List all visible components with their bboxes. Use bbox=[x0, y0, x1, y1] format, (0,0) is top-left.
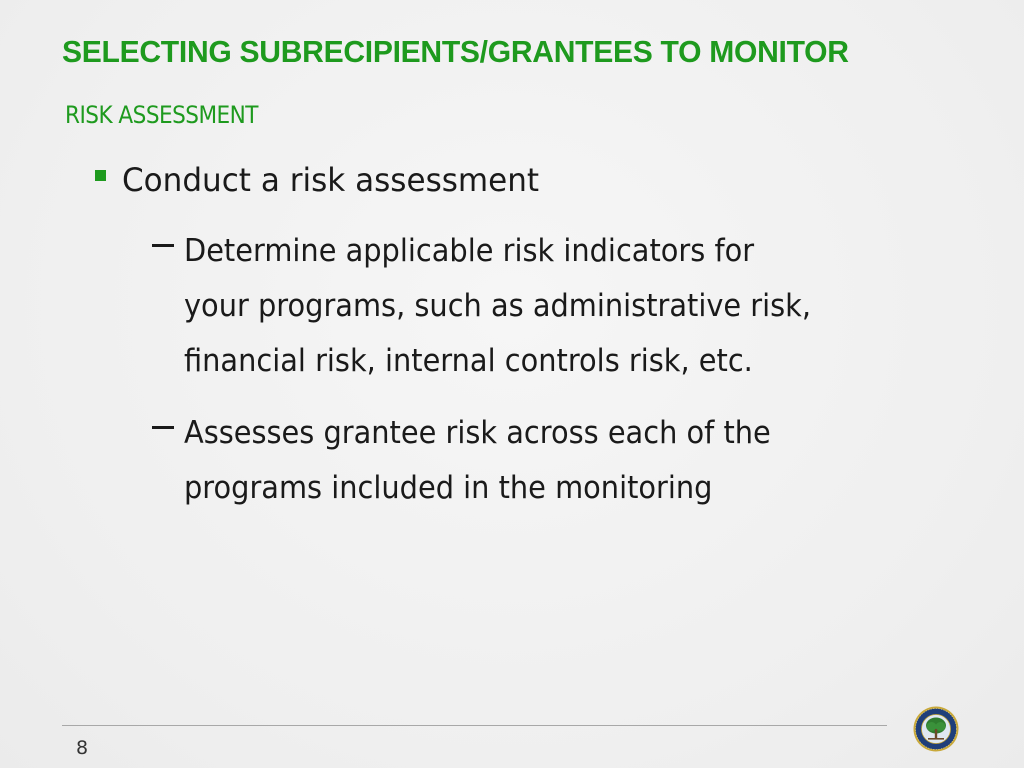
sub-bullet-line: Assesses grantee risk across each of the bbox=[184, 415, 771, 451]
sub-bullet-line: financial risk, internal controls risk, etc. bbox=[184, 343, 753, 379]
sub-bullet-line: your programs, such as administrative risk, bbox=[184, 288, 812, 324]
page-number: 8 bbox=[76, 737, 89, 759]
sub-bullet-text bbox=[184, 406, 974, 516]
square-bullet-icon bbox=[95, 170, 106, 181]
sub-bullet-risk-indicators bbox=[152, 224, 974, 389]
bullet-level-1 bbox=[95, 160, 552, 200]
dash-bullet-icon bbox=[152, 244, 174, 247]
sub-bullet-grantee-risk bbox=[152, 406, 974, 516]
slide-title: SELECTING SUBRECIPIENTS/GRANTEES TO MONITOR bbox=[62, 34, 849, 69]
sub-bullet-line: Determine applicable risk indicators for bbox=[184, 233, 755, 269]
footer-divider bbox=[62, 725, 887, 726]
sub-bullet-line: programs included in the monitoring bbox=[184, 470, 713, 506]
sub-bullet-text bbox=[184, 224, 974, 389]
dash-bullet-icon bbox=[152, 426, 174, 429]
department-of-education-seal-icon bbox=[913, 706, 959, 752]
bullet-text: Conduct a risk assessment bbox=[122, 161, 540, 199]
slide-subtitle: RISK ASSESSMENT bbox=[65, 101, 258, 129]
